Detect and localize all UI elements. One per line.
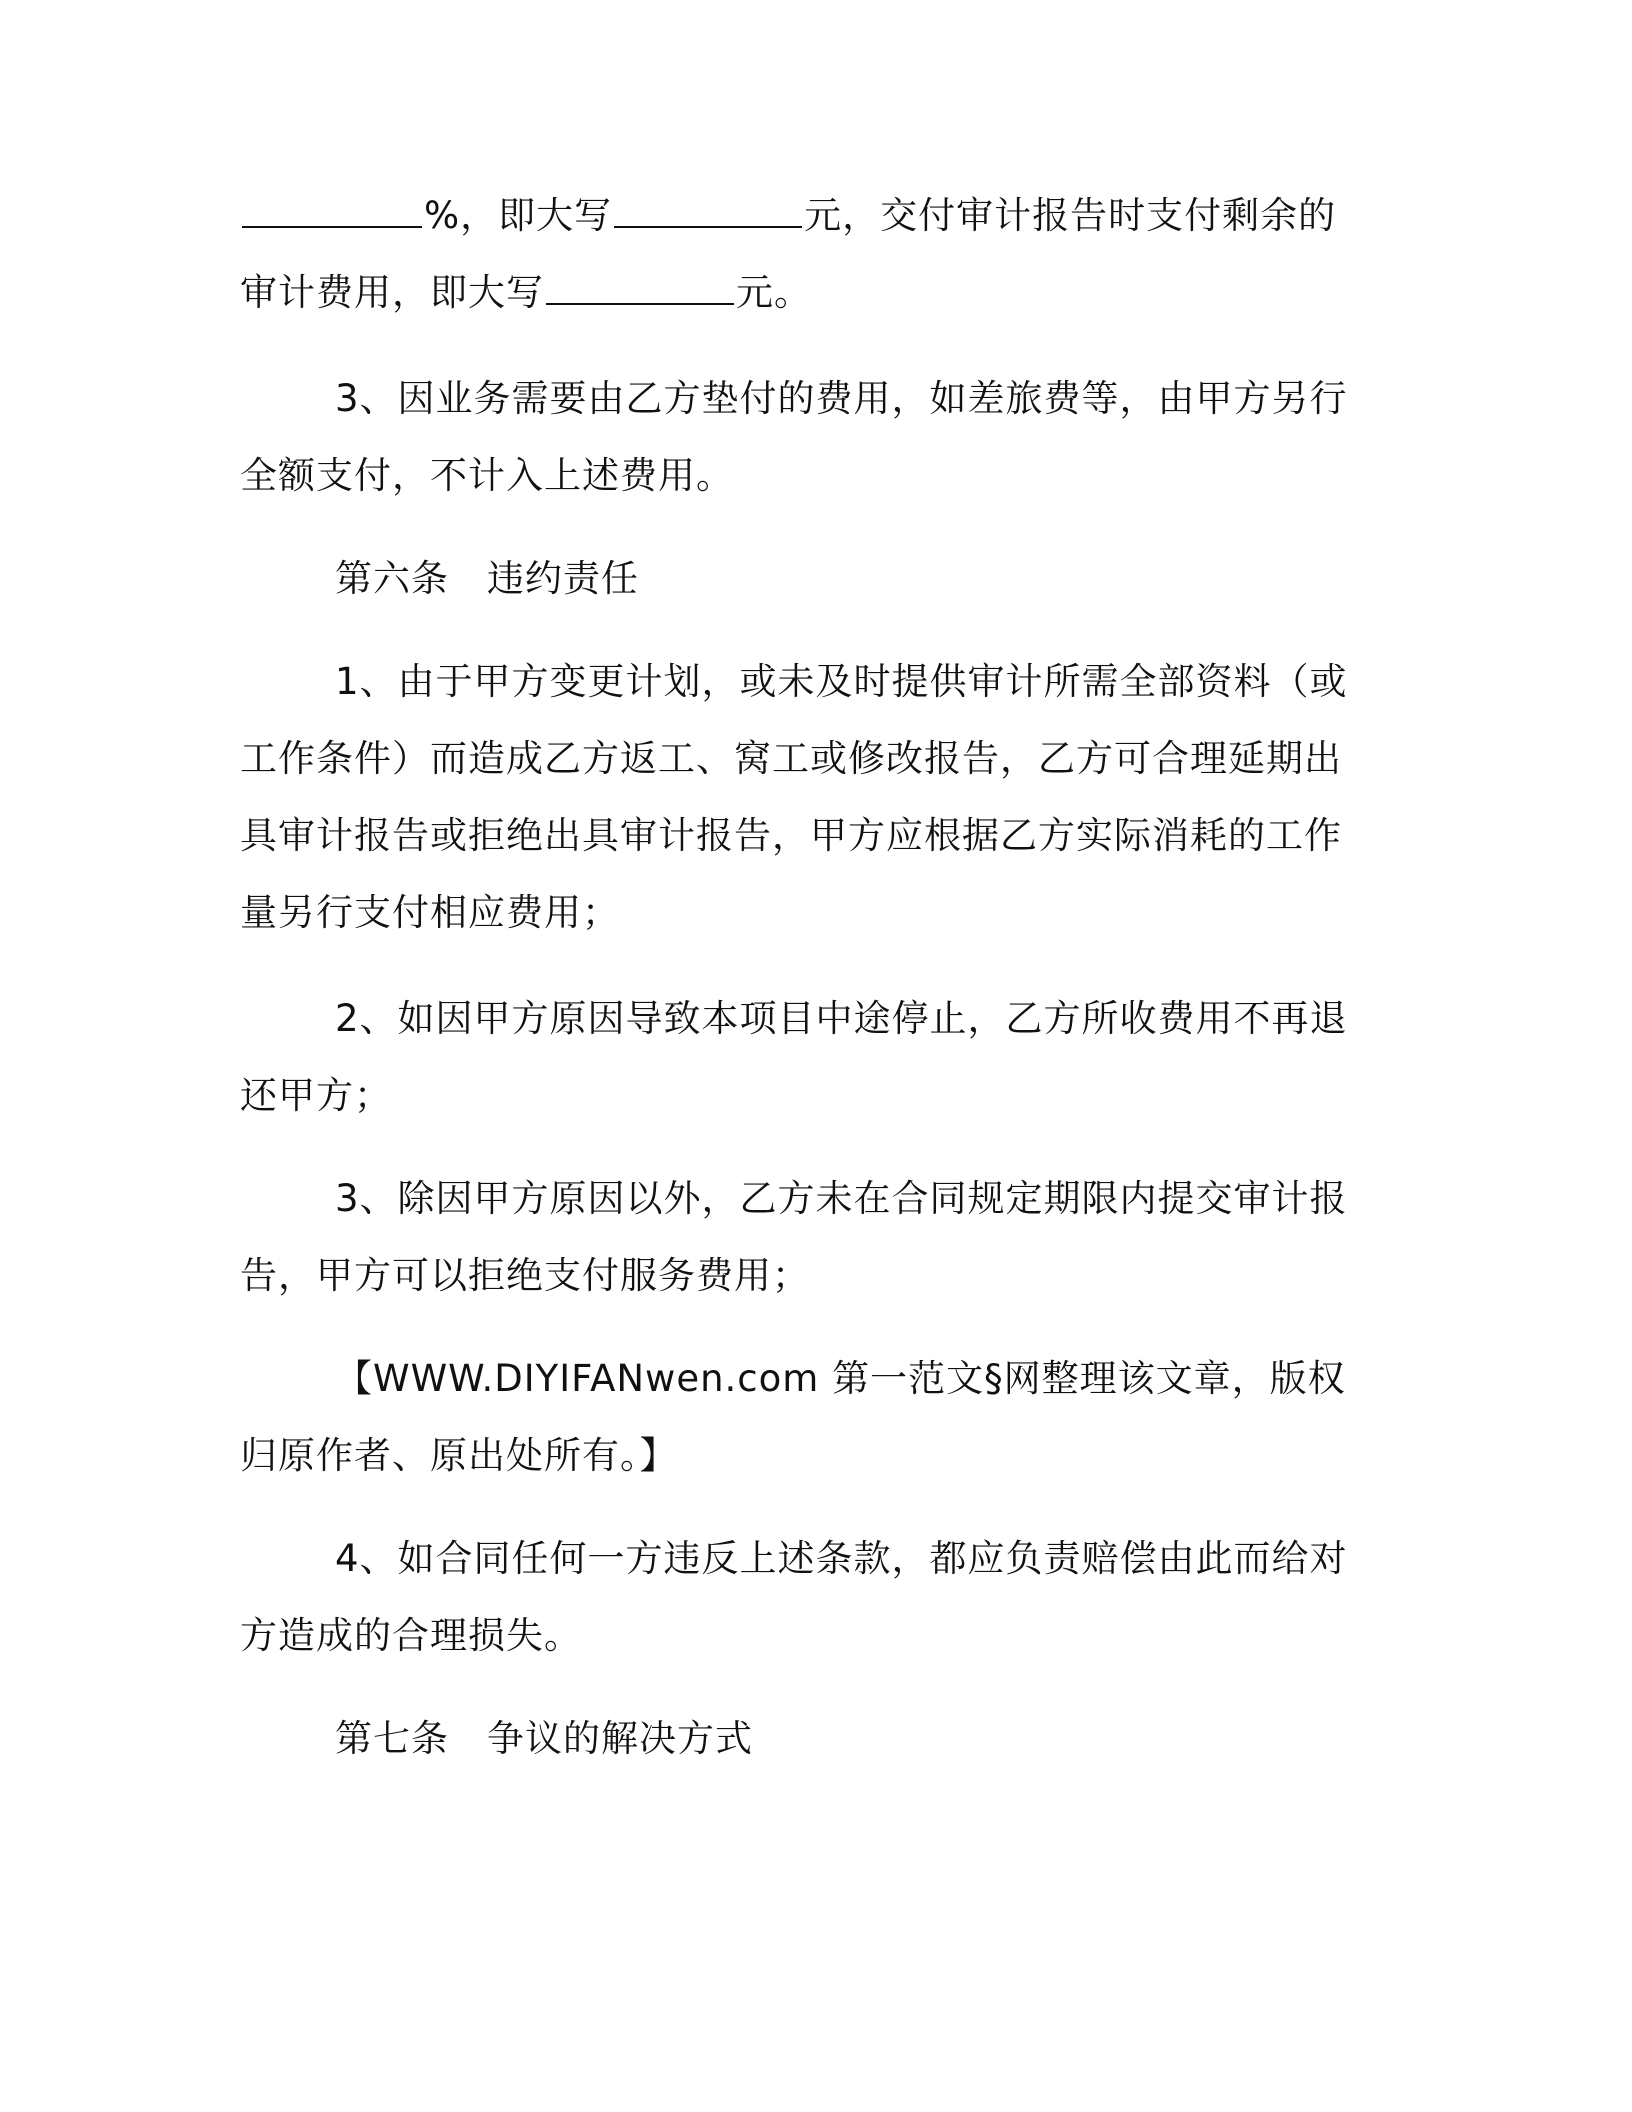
- section-6-number: 第六条: [335, 557, 449, 600]
- breach-clause-2: 2、如因甲方原因导致本项目中途停止，乙方所收费用不再退还甲方；: [240, 997, 1348, 1117]
- section-7-number: 第七条: [335, 1717, 449, 1760]
- payment-text-1: %，即大写: [424, 194, 613, 237]
- payment-text-2: 元，交付审计报告时支付剩余的审计费用，即大写: [240, 194, 1337, 314]
- advance-expense-paragraph: 3、因业务需要由乙方垫付的费用，如差旅费等，由甲方另行全额支付，不计入上述费用。: [240, 377, 1348, 497]
- section-heading-6: [335, 540, 639, 617]
- payment-terms-paragraph: [240, 177, 1370, 331]
- breach-clause-3: 3、除因甲方原因以外，乙方未在合同规定期限内提交审计报告，甲方可以拒绝支付服务费用；: [240, 1177, 1348, 1297]
- source-notice-paragraph: 【WWW.DIYIFANwen.com 第一范文§网整理该文章，版权归原作者、原出处所有。】: [240, 1357, 1346, 1477]
- breach-clause-4: 4、如合同任何一方违反上述条款，都应负责赔偿由此而给对方造成的合理损失。: [240, 1537, 1348, 1657]
- breach-clause-1: 1、由于甲方变更计划，或未及时提供审计所需全部资料（或工作条件）而造成乙方返工、窝工或修改报告，乙方可合理延期出具审计报告或拒绝出具审计报告，甲方应根据乙方实际消耗的工作量另行支付相应费用；: [240, 660, 1348, 934]
- section-7-title: 争议的解决方式: [487, 1717, 753, 1760]
- amount-blank-2: [546, 266, 734, 305]
- section-6-title: 违约责任: [487, 557, 639, 600]
- percent-blank: [242, 189, 422, 228]
- amount-blank-1: [614, 189, 802, 228]
- section-heading-7: [335, 1700, 753, 1777]
- payment-text-3: 元。: [736, 271, 812, 314]
